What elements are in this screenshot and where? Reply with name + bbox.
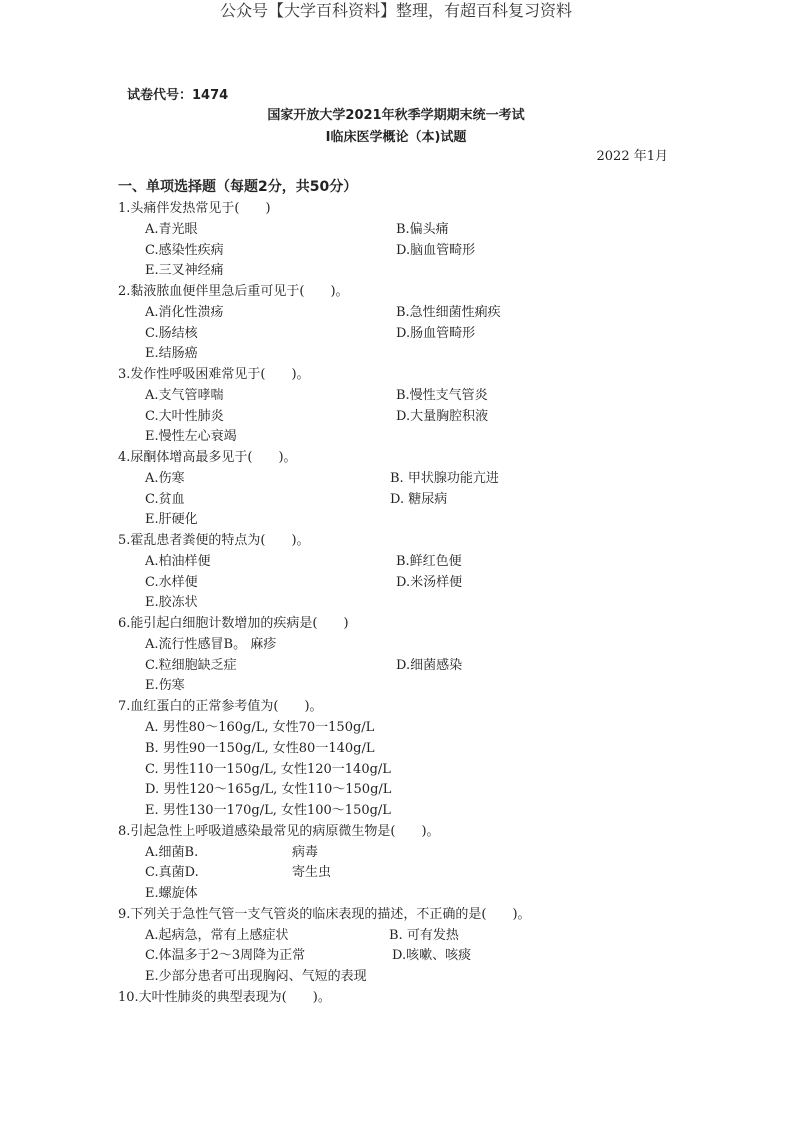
answer-option: C.水样便: [145, 574, 198, 590]
exam-subtitle: I临床医学概论（本)试题: [325, 130, 467, 145]
exam-date: 2022 年1月: [596, 149, 668, 164]
question-stem: 6.能引起白细胞计数增加的疾病是( ): [118, 616, 349, 632]
paper-code: 试卷代号：1474: [127, 88, 229, 103]
question-stem: 3.发作性呼吸困难常见于( )。: [118, 367, 310, 383]
answer-option: D.脑血管畸形: [396, 242, 476, 258]
answer-option: A.细菌B.: [145, 844, 199, 860]
question-stem: 7.血红蛋白的正常参考值为( )。: [118, 699, 323, 715]
answer-option: E.慢性左心衰竭: [145, 429, 237, 445]
answer-option: A.青光眼: [145, 221, 198, 237]
answer-option: A.消化性溃疡: [145, 304, 224, 320]
answer-option: E.肝硬化: [145, 512, 198, 528]
answer-option: E.少部分患者可出现胸闷、气短的表现: [145, 969, 367, 985]
answer-option: E.胶冻状: [145, 595, 198, 611]
answer-option: C.肠结核: [145, 325, 198, 341]
answer-option: B.偏头痛: [396, 221, 449, 237]
answer-option: E. 男性130一170g/L, 女性100～150g/L: [145, 803, 391, 819]
answer-option: B. 男性90一150g/L, 女性80一140g/L: [145, 740, 375, 756]
answer-option: A.伤寒: [145, 470, 185, 486]
answer-option: 寄生虫: [292, 865, 332, 881]
answer-option: D.咳嗽、咳痰: [392, 948, 472, 964]
question-stem: 5.霍乱患者粪便的特点为( )。: [118, 533, 310, 549]
answer-option: D.米汤样便: [396, 574, 463, 590]
section-heading: 一、单项选择题（每题2分，共50分）: [118, 179, 358, 195]
answer-option: C.贫血: [145, 491, 185, 507]
answer-option: A.支气管哮喘: [145, 387, 224, 403]
answer-option: B. 甲状腺功能亢进: [390, 470, 499, 486]
answer-option: B.急性细菌性痢疾: [396, 304, 501, 320]
answer-option: E.结肠癌: [145, 346, 198, 362]
answer-option: C. 男性110一150g/L, 女性120一140g/L: [145, 761, 391, 777]
question-stem: 8.引起急性上呼吸道感染最常见的病原微生物是( )。: [118, 823, 440, 839]
question-stem: 4.尿酮体增高最多见于( )。: [118, 450, 297, 466]
exam-title: 国家开放大学2021年秋季学期期末统一考试: [267, 108, 525, 123]
answer-option: E.三叉神经痛: [145, 263, 224, 279]
answer-option: B. 可有发热: [389, 927, 459, 943]
answer-option: C.大叶性肺炎: [145, 408, 224, 424]
answer-option: C.真菌D.: [145, 865, 199, 881]
watermark-header: 公众号【大学百科资料】整理，有超百科复习资料: [219, 1, 572, 20]
question-stem: 1.头痛伴发热常见于( ): [118, 201, 271, 216]
answer-option: B.慢性支气管炎: [396, 387, 488, 403]
answer-option: C.体温多于2～3周降为正常: [145, 948, 306, 964]
answer-option: C.粒细胞缺乏症: [145, 657, 237, 673]
answer-option: D.肠血管畸形: [396, 325, 476, 341]
answer-option: 病毒: [292, 844, 319, 860]
answer-option: D.大量胸腔积液: [396, 408, 489, 424]
answer-option: A.流行性感冒B。 麻疹: [145, 636, 277, 652]
answer-option: A.柏油样便: [145, 553, 211, 569]
answer-option: B.鲜红色便: [396, 553, 462, 569]
answer-option: A. 男性80～160g/L, 女性70一150g/L: [145, 720, 375, 735]
question-stem: 10.大叶性肺炎的典型表现为( )。: [118, 989, 331, 1005]
question-stem: 9.下列关于急性气管一支气管炎的临床表现的描述，不正确的是( )。: [118, 906, 531, 922]
answer-option: C.感染性疾病: [145, 242, 224, 258]
answer-option: A.起病急，常有上感症状: [145, 927, 289, 943]
answer-option: E.螺旋体: [145, 886, 198, 902]
question-stem: 2.黏液脓血便伴里急后重可见于( )。: [118, 284, 349, 300]
answer-option: D.细菌感染: [396, 657, 463, 673]
answer-option: E.伤寒: [145, 678, 185, 694]
answer-option: D. 男性120～165g/L, 女性110～150g/L: [145, 782, 392, 798]
answer-option: D. 糖尿病: [390, 491, 448, 507]
